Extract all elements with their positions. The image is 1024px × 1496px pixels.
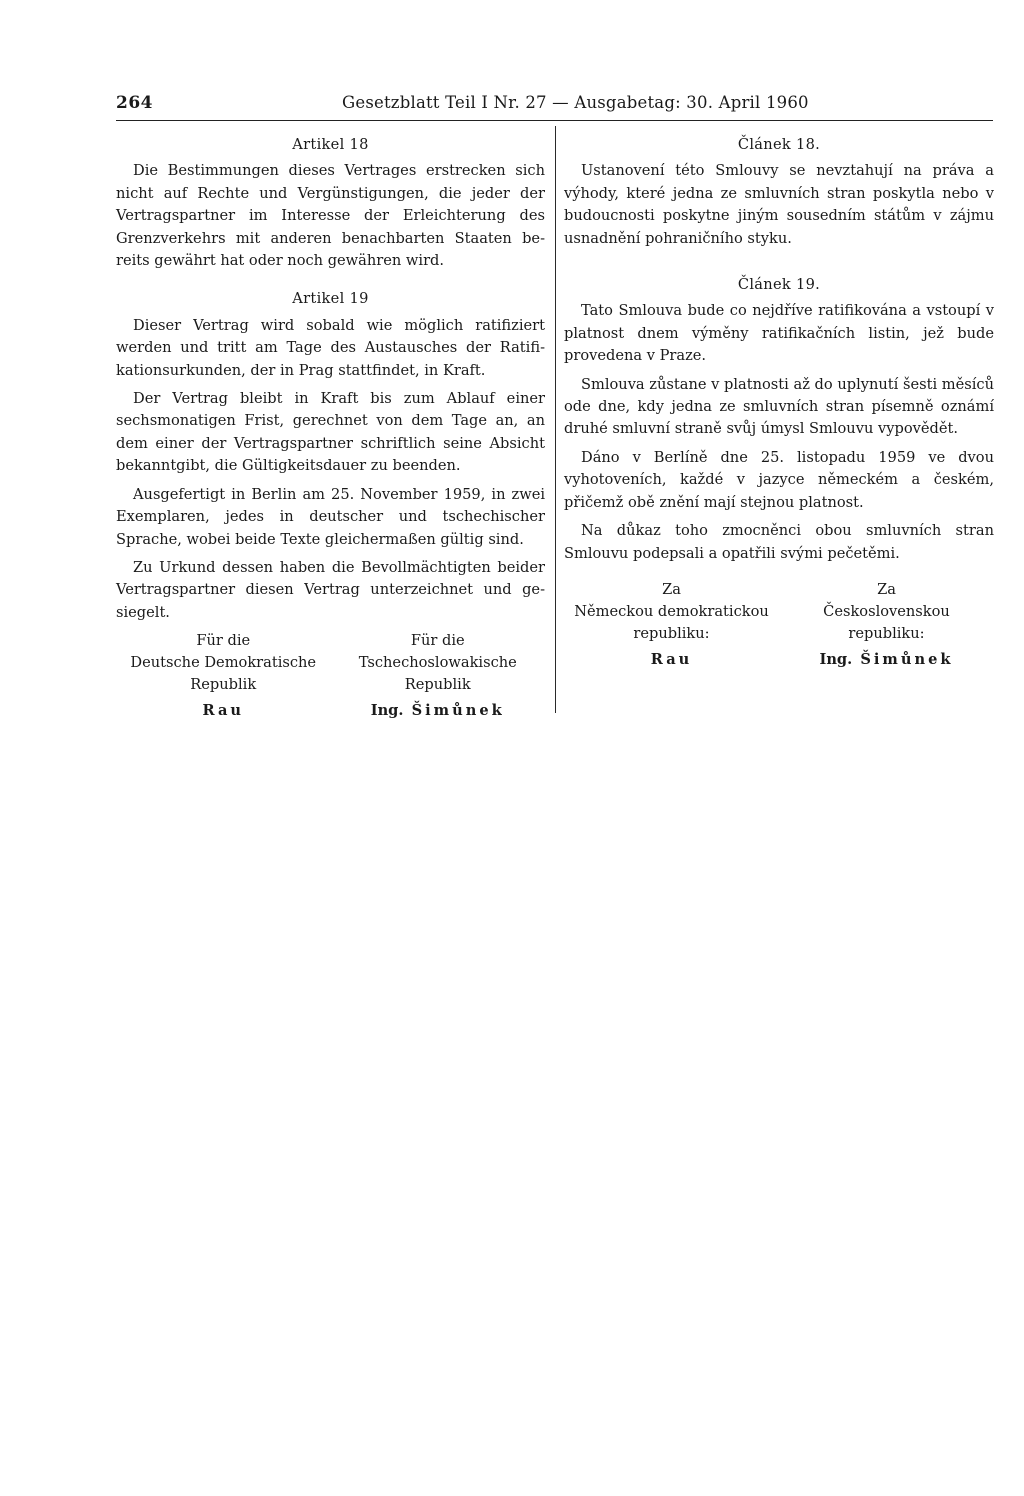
signature-line: Za [662,580,681,598]
signature-line: Für die [196,632,251,650]
header-rule [116,120,993,121]
signer-line [779,649,994,671]
czech-column [564,134,994,671]
clanek-19-heading: Článek 19. [737,276,821,294]
article-19-paragraph-4: Zu Urkund dessen haben die Bevollmächtigten beider Vertragspartner diesen Vertrag unterzeichnet und gesiegelt. [116,558,545,621]
page-number: 264 [116,93,153,113]
clanek-19-paragraph-4: Na důkaz toho zmocněnci obou smluvních stran Smlouvu podepsali a opatřili svými pečetěmi. [564,522,994,562]
clanek-19-paragraph-3: Dáno v Berlíně dne 25. listopadu 1959 ve dvou vyhotoveních, každé v jazyce německém a českém, přičemž obě znění mají stejnou platnost. [564,448,994,511]
signer-title: Ing. [370,702,404,720]
signer-line [331,700,546,722]
signature-gdr [564,579,779,671]
signature-line: Tschechoslowakische [358,654,517,672]
signature-line: Německou demokratickou [574,602,769,620]
signature-line: republiku: [848,624,925,642]
page-header [116,93,993,119]
signature-gdr [116,630,331,722]
signature-czechoslovakia [779,579,994,671]
signer-name: Rau [202,702,245,720]
signature-line: Československou [823,602,950,620]
clanek-19-paragraph-1: Tato Smlouva bude co nejdříve ratifikována a vstoupí v platnost dnem výměny ratifikačních listin, jež bude provedena v Praze. [564,302,994,365]
signature-line: Republik [190,676,257,694]
signer-name: Šimůnek [411,702,505,720]
running-head: Gesetzblatt Teil I Nr. 27 — Ausgabetag: 30. April 1960 [342,93,809,112]
signer-name: Rau [650,650,693,668]
clanek-18-text: Ustanovení této Smlouvy se nevztahují na práva a výhody, které jedna ze smluvních stran poskytla nebo v budoucnosti poskytne jiným sousedním státům v zájmu usnadnění pohraničního styku. [564,162,994,247]
signature-line: Za [877,580,896,598]
signature-line: Republik [404,676,471,694]
article-19-paragraph-1: Dieser Vertrag wird sobald wie möglich ratifiziert werden und tritt am Tage des Austausches der Ratifikationsurkunden, der in Prag stattfindet, in Kraft. [116,316,545,379]
signer-title: Ing. [819,650,853,668]
article-19-paragraph-2: Der Vertrag bleibt in Kraft bis zum Ablauf einer sechsmonatigen Frist, gerechnet von dem Tage an, an dem einer der Vertragspartner schriftlich seine Absicht bekanntgibt, die Gültigkeitsdauer zu beenden. [116,390,545,475]
signer-name: Šimůnek [860,650,954,668]
signature-line: Für die [410,632,465,650]
signature-czechoslovakia [331,630,546,722]
article-19-paragraph-3: Ausgefertigt in Berlin am 25. November 1959, in zwei Exemplaren, jedes in deutscher und tschechischer Sprache, wobei beide Texte gleichermaßen gültig sind. [116,485,545,548]
article-19-heading: Artikel 19 [292,290,369,308]
clanek-19-paragraph-2: Smlouva zůstane v platnosti až do uplynutí šesti měsíců ode dne, kdy jedna ze smluvních stran písemně oznámí druhé smluvní straně svůj úmysl Smlouvu vypovědět. [564,375,994,438]
column-divider [555,126,556,713]
article-18-heading: Artikel 18 [292,136,369,153]
signature-block [564,579,994,671]
signature-line: Deutsche Demokratische [130,654,317,672]
german-column [116,134,545,722]
signature-line: republiku: [633,624,710,642]
article-18-text: Die Bestimmungen dieses Vertrages erstrecken sich nicht auf Rechte und Vergünstigungen, die jeder der Vertragspartner im Interesse der Erleichterung des Grenzverkehrs mit anderen benachbarten Staaten bereits gewährt hat oder noch gewähren wird. [116,162,545,270]
signature-block [116,630,545,722]
clanek-18-heading: Článek 18. [737,136,821,153]
